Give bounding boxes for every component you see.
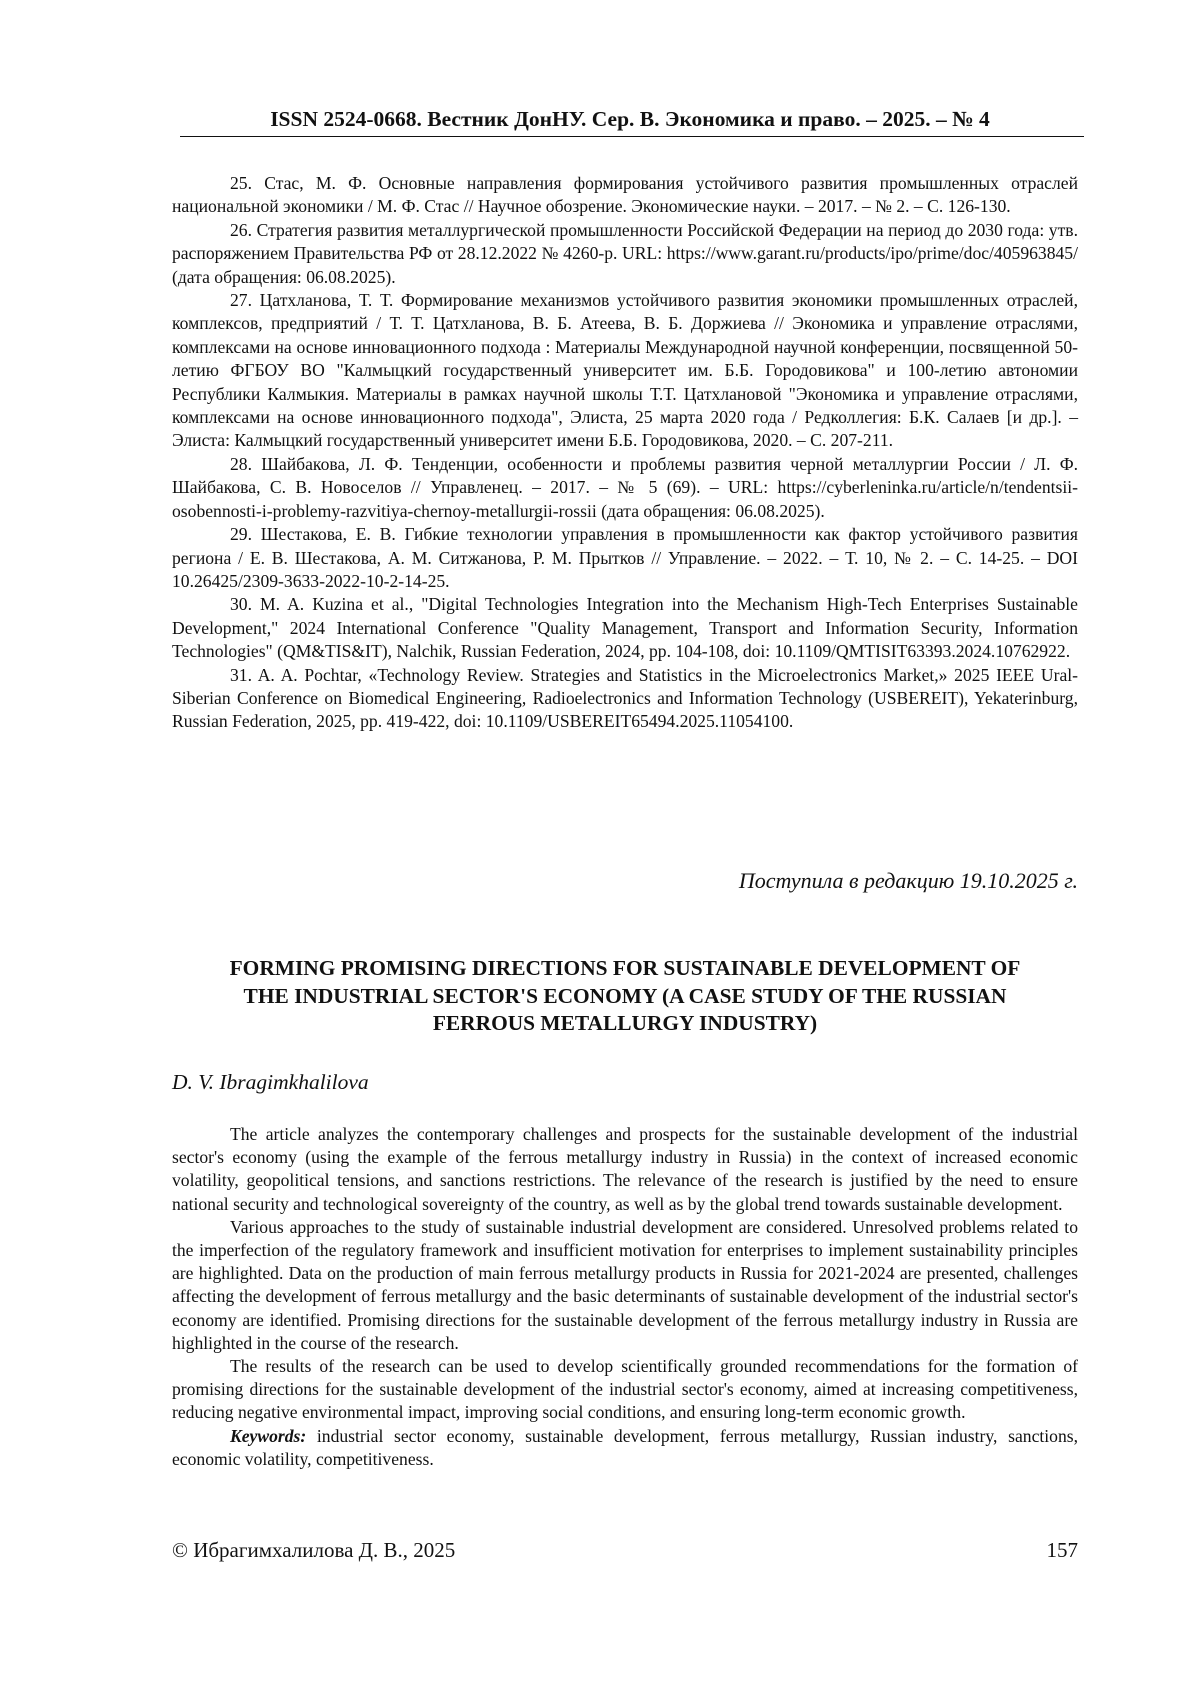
reference-item: 27. Цатхланова, Т. Т. Формирование механизмов устойчивого развития экономики промышленных отраслей, комплексов, предприятий / Т. Т. Цатхланова, В. Б. Атеева, В. Б. Доржиева // Экономика и управление отраслями, комплексами на основе инновационного подхода : Материалы Международной научной конференции, посвященной 50-летию ФГБОУ ВО "Калмыцкий государственный университет им. Б.Б. Городовикова" и 100-летию автономии Республики Калмыкия. Материалы в рамках научной школы Т.Т. Цатхлановой "Экономика и управление отраслями, комплексами на основе инновационного подхода", Элиста, 25 марта 2020 года / Редколлегия: Б.К. Салаев [и др.]. – Элиста: Калмыцкий государственный университет имени Б.Б. Городовикова, 2020. – С. 207-211. bbox=[172, 290, 1078, 451]
keywords-label: Keywords: bbox=[230, 1425, 307, 1446]
running-header: ISSN 2524-0668. Вестник ДонНУ. Сер. В. Экономика и право. – 2025. – № 4 bbox=[270, 107, 990, 131]
abstract bbox=[172, 1123, 1078, 1471]
reference-item: 31. A. A. Pochtar, «Technology Review. Strategies and Statistics in the Microelectronics Market,» 2025 IEEE Ural-Siberian Conference on Biomedical Engineering, Radioelectronics and Information Technology (USBEREIT), Yekaterinburg, Russian Federation, 2025, pp. 419-422, doi: 10.1109/USBEREIT65494.2025.11054100. bbox=[172, 664, 1078, 732]
page-number: 157 bbox=[1046, 1538, 1078, 1562]
article-title-line: THE INDUSTRIAL SECTOR'S ECONOMY (A CASE STUDY OF THE RUSSIAN bbox=[243, 983, 1007, 1008]
reference-item: 29. Шестакова, Е. В. Гибкие технологии управления в промышленности как фактор устойчивого развития региона / Е. В. Шестакова, А. М. Ситжанова, Р. М. Прытков // Управление. – 2022. – Т. 10, № 2. – С. 14-25. – DOI 10.26425/2309-3633-2022-10-2-14-25. bbox=[172, 524, 1078, 591]
reference-item: 28. Шайбакова, Л. Ф. Тенденции, особенности и проблемы развития черной металлургии России / Л. Ф. Шайбакова, С. В. Новоселов // Управленец. – 2017. – № 5 (69). – URL: https://cyberleninka.ru/article/n/tendentsii-osobennosti-i-problemy-razvitiya-chernoy-metallurgii-rossii (дата обращения: 06.08.2025). bbox=[172, 453, 1078, 521]
header-rule bbox=[180, 136, 1084, 137]
abstract-paragraph: The results of the research can be used to develop scientifically grounded recommendations for the formation of promising directions for the sustainable development of the industrial sector's economy, aimed at increasing competitiveness, reducing negative environmental impact, improving social conditions, and ensuring long-term economic growth. bbox=[172, 1356, 1078, 1423]
reference-list bbox=[172, 172, 1078, 734]
abstract-paragraph: The article analyzes the contemporary challenges and prospects for the sustainable development of the industrial sector's economy (using the example of the ferrous metallurgy industry in Russia) in the context of increased economic volatility, geopolitical tensions, and sanctions restrictions. The relevance of the research is justified by the need to ensure national security and technological sovereignty of the country, as well as by the global trend towards sustainable development. bbox=[172, 1124, 1078, 1214]
keywords-paragraph bbox=[172, 1425, 1078, 1471]
reference-item: 25. Стас, М. Ф. Основные направления формирования устойчивого развития промышленных отраслей национальной экономики / М. Ф. Стас // Научное обозрение. Экономические науки. – 2017. – № 2. – С. 126-130. bbox=[172, 173, 1078, 217]
received-date: Поступила в редакцию 19.10.2025 г. bbox=[738, 868, 1078, 893]
abstract-paragraph: Various approaches to the study of sustainable industrial development are considered. Unresolved problems related to the imperfection of the regulatory framework and insufficient motivation for enterprises to implement sustainability principles are highlighted. Data on the production of main ferrous metallurgy products in Russia for 2021-2024 are presented, challenges affecting the development of ferrous metallurgy and the basic determinants of sustainable development of the industrial sector's economy are identified. Promising directions for the sustainable development of the ferrous metallurgy industry in Russia are highlighted in the course of the research. bbox=[172, 1216, 1078, 1353]
article-title-line: FORMING PROMISING DIRECTIONS FOR SUSTAINABLE DEVELOPMENT OF bbox=[229, 956, 1021, 980]
reference-item: 30. M. A. Kuzina et al., "Digital Technologies Integration into the Mechanism High-Tech Enterprises Sustainable Development," 2024 International Conference "Quality Management, Transport and Information Security, Information Technologies" (QM&TIS&IT), Nalchik, Russian Federation, 2024, pp. 104-108, doi: 10.1109/QMTISIT63393.2024.10762922. bbox=[172, 594, 1078, 662]
page-footer bbox=[172, 1537, 1078, 1563]
keywords-text: industrial sector economy, sustainable development, ferrous metallurgy, Russian industry, sanctions, economic volatility, competitiveness. bbox=[172, 1425, 1078, 1469]
reference-item: 26. Стратегия развития металлургической промышленности Российской Федерации на период до 2030 года: утв. распоряжением Правительства РФ от 28.12.2022 № 4260-р. URL: https://www.garant.ru/products/ipo/prime/doc/405963845/ (дата обращения: 06.08.2025). bbox=[172, 219, 1078, 287]
article-title bbox=[172, 955, 1078, 1038]
copyright: © Ибрагимхалилова Д. В., 2025 bbox=[172, 1538, 456, 1562]
article-author: D. V. Ibragimkhalilova bbox=[172, 1070, 369, 1094]
article-title-line: FERROUS METALLURGY INDUSTRY) bbox=[432, 1011, 818, 1035]
